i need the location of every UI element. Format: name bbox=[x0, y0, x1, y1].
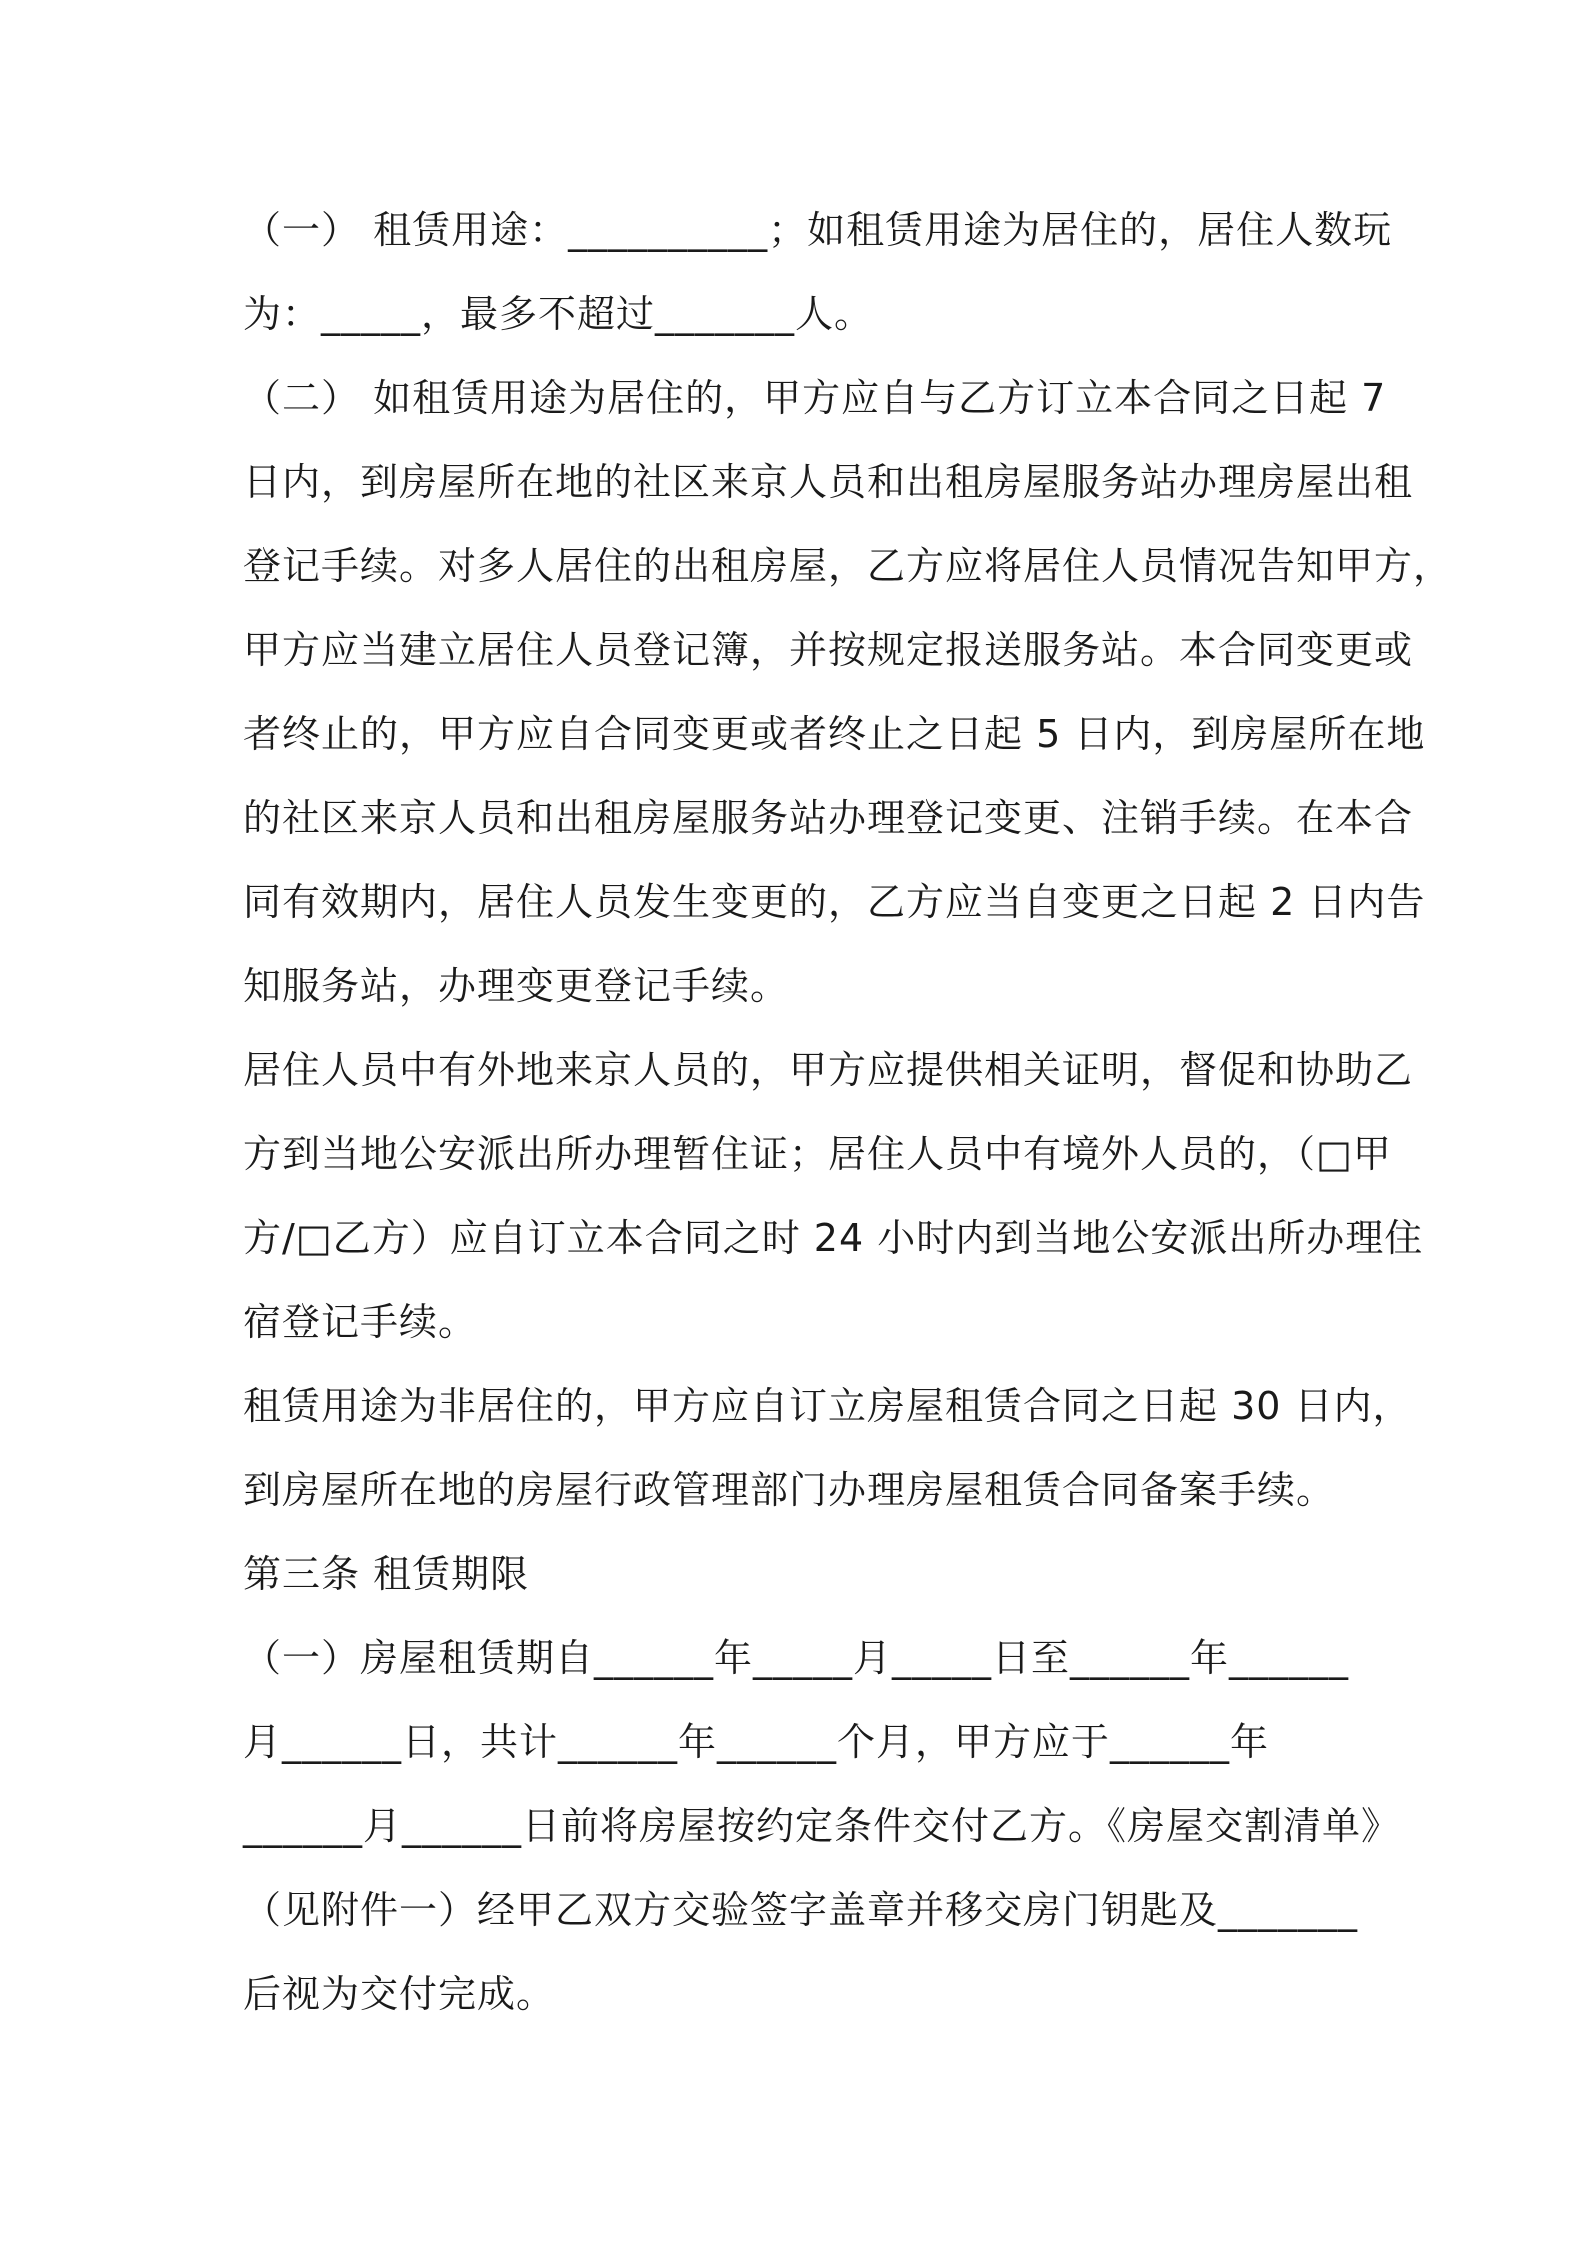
clause-1-2-line-4: 甲方应当建立居住人员登记簿，并按规定报送服务站。本合同变更或 bbox=[243, 628, 1414, 672]
outside-residents-line-2: 方到当地公安派出所办理暂住证；居住人员中有境外人员的，（□甲 bbox=[243, 1132, 1392, 1176]
clause-3-1-line-4: （见附件一）经甲乙双方交验签字盖章并移交房门钥匙及_______ bbox=[243, 1888, 1359, 1932]
clause-1-2-line-5: 者终止的，甲方应自合同变更或者终止之日起 5 日内，到房屋所在地 bbox=[243, 712, 1426, 756]
clause-1-2-line-3: 登记手续。对多人居住的出租房屋，乙方应将居住人员情况告知甲方， bbox=[243, 544, 1453, 588]
non-residential-line-1: 租赁用途为非居住的，甲方应自订立房屋租赁合同之日起 30 日内， bbox=[243, 1384, 1412, 1428]
clause-1-2-line-1: （二） 如租赁用途为居住的，甲方应自与乙方订立本合同之日起 7 bbox=[243, 376, 1387, 420]
clause-3-1-line-2: 月______日，共计______年______个月，甲方应于______年 bbox=[243, 1720, 1270, 1764]
clause-1-2-line-8: 知服务站，办理变更登记手续。 bbox=[243, 964, 790, 1008]
clause-1-2-line-2: 日内，到房屋所在地的社区来京人员和出租房屋服务站办理房屋出租 bbox=[243, 460, 1414, 504]
clause-1-1-usage-line-1: （一） 租赁用途：__________；如租赁用途为居住的，居住人数玩 bbox=[243, 208, 1393, 252]
clause-1-2-line-6: 的社区来京人员和出租房屋服务站办理登记变更、注销手续。在本合 bbox=[243, 796, 1414, 840]
clause-3-1-line-5: 后视为交付完成。 bbox=[243, 1972, 556, 2016]
non-residential-line-2: 到房屋所在地的房屋行政管理部门办理房屋租赁合同备案手续。 bbox=[243, 1468, 1336, 1512]
clause-3-1-line-3: ______月______日前将房屋按约定条件交付乙方。《房屋交割清单》 bbox=[243, 1804, 1401, 1848]
clause-1-1-usage-line-2: 为：_____，最多不超过_______人。 bbox=[243, 292, 874, 336]
clause-1-2-line-7: 同有效期内，居住人员发生变更的，乙方应当自变更之日起 2 日内告 bbox=[243, 880, 1426, 924]
clause-3-1-line-1: （一）房屋租赁期自______年_____月_____日至______年______ bbox=[243, 1636, 1350, 1680]
outside-residents-line-1: 居住人员中有外地来京人员的，甲方应提供相关证明，督促和协助乙 bbox=[243, 1048, 1414, 1092]
outside-residents-line-3: 方/□乙方）应自订立本合同之时 24 小时内到当地公安派出所办理住 bbox=[243, 1216, 1424, 1260]
outside-residents-line-4: 宿登记手续。 bbox=[243, 1300, 478, 1344]
article-3-heading: 第三条 租赁期限 bbox=[243, 1552, 530, 1596]
